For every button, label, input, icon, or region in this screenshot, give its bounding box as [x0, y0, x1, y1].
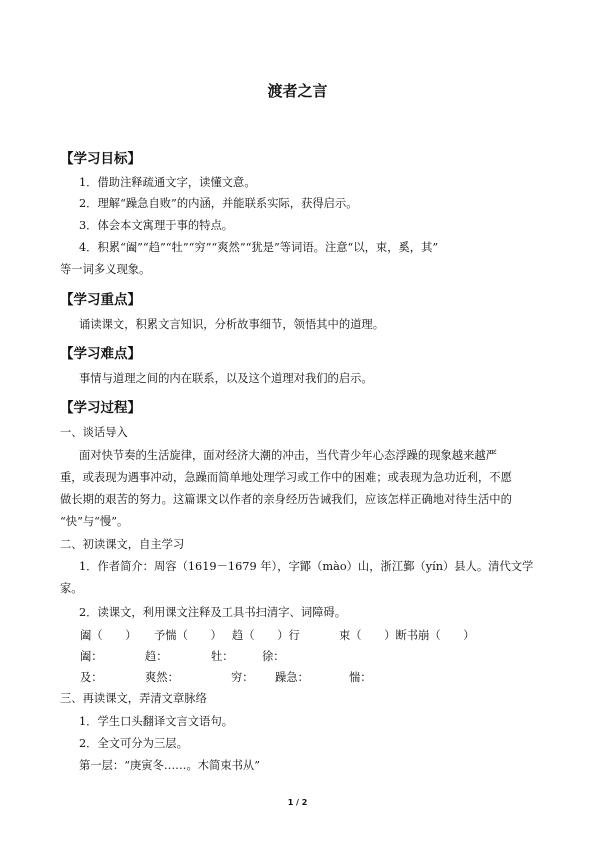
process-part3-item: 2．全文可分为三层。 — [79, 737, 188, 750]
process-part1-line: 面对快节奏的生活旋律，面对经济大潮的冲击，当代青少年心态浮躁的现象越来越严 — [79, 449, 497, 462]
key-text: 诵读课文，积累文言知识，分析故事细节，领悟其中的道理。 — [79, 318, 385, 331]
pinyin-item: 阖（ ） — [80, 629, 137, 642]
meaning-item: 穷： — [231, 671, 254, 684]
process-part3-item: 第一层：“庚寅冬……。木简束书从” — [79, 759, 261, 772]
difficulty-text: 事情与道理之间的内在联系，以及这个道理对我们的启示。 — [79, 372, 373, 385]
meaning-item: 徐： — [262, 650, 285, 663]
pinyin-item: 趋（ ）行 — [232, 629, 300, 642]
meaning-item: 牡： — [211, 650, 234, 663]
meaning-item: 躁急： — [275, 671, 309, 684]
process-part3-title: 三、再读课文，弄清文章脉络 — [60, 692, 207, 705]
meaning-item: 及： — [80, 671, 103, 684]
goal-item-4-continued: 等一词多义现象。 — [60, 263, 151, 276]
section-heading-difficulty: 【学习难点】 — [60, 346, 141, 362]
goal-item-3: 3．体会本文寓理于事的特点。 — [79, 219, 234, 232]
meaning-item: 惴： — [349, 671, 372, 684]
reading-task: 2．读课文，利用课文注释及工具书扫清字、词障碍。 — [79, 606, 347, 619]
meaning-item: 阖： — [80, 650, 103, 663]
process-part2-title: 二、初读课文，自主学习 — [60, 538, 185, 551]
section-heading-key: 【学习重点】 — [60, 292, 141, 308]
page-number: 1 / 2 — [287, 798, 308, 807]
process-part1-line: 重，或表现为遇事冲动，急躁而简单地处理学习或工作中的困难；或表现为急功近利，不愿 — [60, 471, 512, 484]
author-intro-continued: 家。 — [60, 582, 83, 595]
goal-item-2: 2．理解“躁急自败”的内涵，并能联系实际，获得启示。 — [79, 197, 358, 210]
process-part3-item: 1．学生口头翻译文言文语句。 — [79, 715, 234, 728]
goal-item-1: 1．借助注释疏通文字，读懂文意。 — [79, 176, 256, 189]
process-part1-line: “快”与“慢”。 — [60, 515, 129, 528]
pinyin-item: 束（ ）断书崩（ ） — [339, 629, 475, 642]
meaning-item: 爽然： — [145, 671, 179, 684]
page-title: 渡者之言 — [267, 82, 328, 100]
pinyin-item: 予惴（ ） — [154, 629, 222, 642]
process-part1-line: 做长期的艰苦的努力。这篇课文以作者的亲身经历告诫我们，应该怎样正确地对待生活中的 — [60, 493, 512, 506]
goal-item-4: 4．积累“阖”“趋”“牡”“穷”“爽然”“犹是”等词语。注意“以，束，奚，其” — [79, 241, 439, 254]
process-part1-title: 一、谈话导入 — [60, 426, 128, 439]
author-intro: 1．作者简介：周容（1619－1679 年），字鄮（mào）山，浙江鄞（yín）县人。清代文学 — [79, 560, 534, 573]
meaning-item: 趋： — [145, 650, 168, 663]
section-heading-process: 【学习过程】 — [60, 400, 141, 416]
section-heading-goals: 【学习目标】 — [60, 151, 141, 167]
